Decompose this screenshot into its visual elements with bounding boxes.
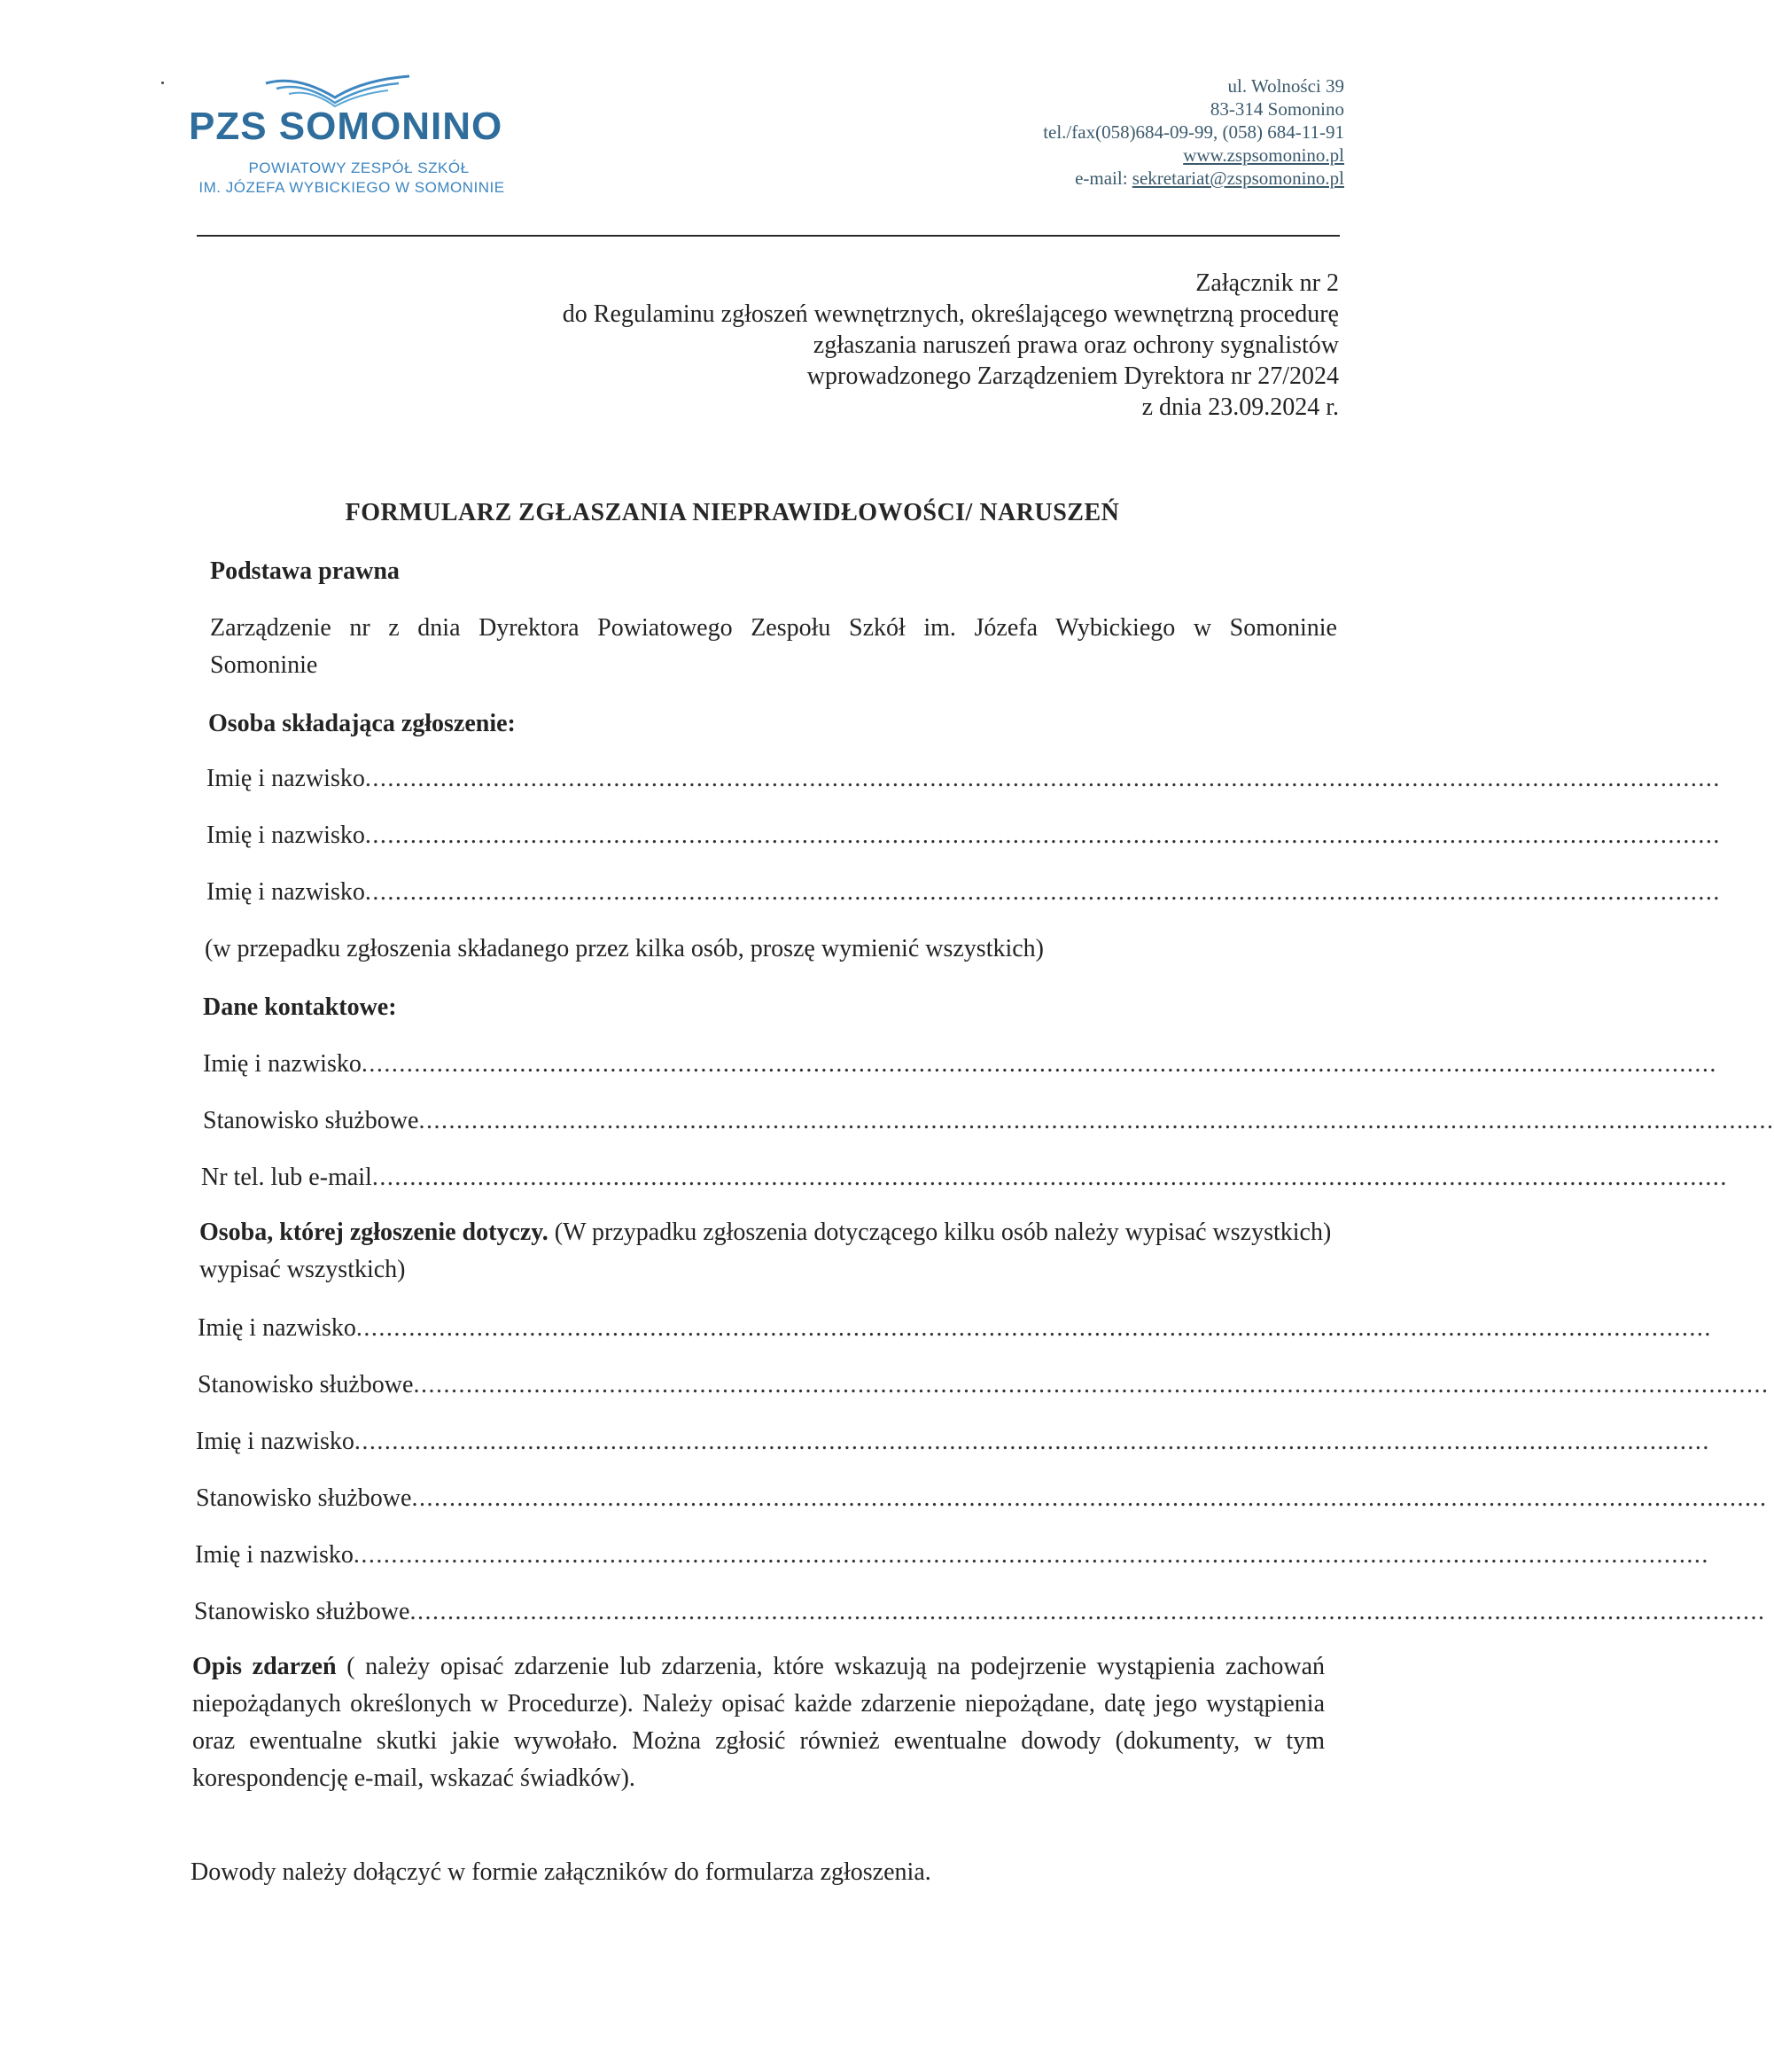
description-paragraph: [192, 1648, 1325, 1797]
logo-subtitle-1: POWIATOWY ZESPÓŁ SZKÓŁ: [248, 160, 470, 176]
field-label: Imię i nazwisko: [196, 1428, 354, 1455]
legal-basis-text-line: Zarządzenie nr z dnia Dyrektora Powiatowego Zespołu Szkół im. Józefa Wybickiego w Somoninie: [210, 614, 1337, 642]
reporter-name-field-2[interactable]: [206, 817, 1721, 854]
scan-mark: [161, 82, 164, 84]
subject-name-field-3[interactable]: [195, 1537, 1709, 1574]
fill-in-dots: ....................................................................................................................................................................................: [353, 1541, 1709, 1569]
fill-in-dots: ....................................................................................................................................................................................: [413, 1371, 1770, 1398]
contact-block: [1043, 74, 1344, 190]
header-divider: [197, 235, 1340, 237]
subject-name-field-1[interactable]: [198, 1310, 1712, 1347]
fill-in-dots: ....................................................................................................................................................................................: [411, 1484, 1768, 1512]
subject-heading-line: [199, 1214, 1332, 1251]
fill-in-dots: ....................................................................................................................................................................................: [364, 878, 1721, 906]
field-label: Imię i nazwisko: [198, 1314, 356, 1342]
annex-line-3: zgłaszania naruszeń prawa oraz ochrony sygnalistów: [813, 331, 1339, 359]
phone-number: tel./fax(058)684-09-99, (058) 684-11-91: [1043, 121, 1344, 143]
field-label: Nr tel. lub e-mail: [201, 1164, 372, 1191]
legal-basis-text-cont: Somoninie: [210, 651, 318, 679]
annex-number: Załącznik nr 2: [1195, 269, 1339, 297]
evidence-note: Dowody należy dołączyć w formie załączników do formularza zgłoszenia.: [191, 1858, 931, 1886]
subject-heading: Osoba, której zgłoszenie dotyczy.: [199, 1219, 549, 1246]
description-heading: Opis zdarzeń: [192, 1653, 337, 1680]
reporter-note: (w przepadku zgłoszenia składanego przez kilka osób, proszę wymienić wszystkich): [205, 935, 1045, 962]
subject-position-field-3[interactable]: [194, 1593, 1766, 1631]
annex-line-2: do Regulaminu zgłoszeń wewnętrznych, określającego wewnętrzną procedurę: [562, 300, 1339, 328]
fill-in-dots: ....................................................................................................................................................................................: [364, 822, 1721, 849]
fill-in-dots: ....................................................................................................................................................................................: [364, 765, 1721, 792]
contact-phone-email-field[interactable]: [201, 1159, 1728, 1196]
subject-note-cont: wypisać wszystkich): [199, 1256, 406, 1283]
field-label: Imię i nazwisko: [203, 1050, 362, 1078]
reporter-name-field-3[interactable]: [206, 874, 1721, 911]
logo-title: PZS SOMONINO: [189, 105, 503, 148]
annex-header: [563, 268, 1339, 423]
fill-in-dots: ....................................................................................................................................................................................: [418, 1107, 1774, 1134]
subject-position-field-1[interactable]: [198, 1367, 1770, 1404]
subject-note: (W przypadku zgłoszenia dotyczącego kilku osób należy wypisać wszystkich): [548, 1219, 1332, 1246]
fill-in-dots: ....................................................................................................................................................................................: [361, 1050, 1717, 1078]
annex-date: z dnia 23.09.2024 r.: [1141, 393, 1339, 421]
legal-basis-heading: Podstawa prawna: [210, 557, 400, 585]
annex-line-4: wprowadzonego Zarządzeniem Dyrektora nr 27/2024: [806, 362, 1339, 390]
legal-basis-text: [210, 610, 1337, 647]
email-line: [1043, 167, 1344, 190]
email-link[interactable]: sekretariat@zspsomonino.pl: [1132, 167, 1344, 189]
reporter-heading: Osoba składająca zgłoszenie:: [208, 710, 516, 737]
fill-in-dots: ....................................................................................................................................................................................: [355, 1314, 1712, 1342]
address-street: ul. Wolności 39: [1227, 75, 1344, 97]
fill-in-dots: ....................................................................................................................................................................................: [409, 1598, 1766, 1625]
field-label: Imię i nazwisko: [195, 1541, 354, 1569]
field-label: Imię i nazwisko: [206, 822, 365, 849]
address-city: 83-314 Somonino: [1210, 98, 1344, 120]
website-link[interactable]: www.zspsomonino.pl: [1183, 144, 1344, 166]
fill-in-dots: ....................................................................................................................................................................................: [371, 1164, 1728, 1191]
field-label: Imię i nazwisko: [206, 878, 365, 906]
field-label: Stanowisko służbowe: [194, 1598, 410, 1625]
page-title: FORMULARZ ZGŁASZANIA NIEPRAWIDŁOWOŚCI/ NARUSZEŃ: [345, 499, 1120, 526]
fill-in-dots: ....................................................................................................................................................................................: [354, 1428, 1710, 1455]
field-label: Stanowisko służbowe: [198, 1371, 414, 1398]
subject-name-field-2[interactable]: [196, 1423, 1710, 1461]
description-text: ( należy opisać zdarzenie lub zdarzenia, które wskazują na podejrzenie wystąpienia zachowań niepożądanych określonych w Procedurze). Należy opisać każde zdarzenie niepożądane, datę jego wystąpienia oraz ewentualne skutki jakie wywołało. Można zgłosić również ewentualne dowody (dokumenty, w tym korespondencję e-mail, wskazać świadków).: [192, 1653, 1325, 1792]
reporter-name-field-1[interactable]: [206, 760, 1721, 798]
field-label: Stanowisko służbowe: [196, 1484, 412, 1512]
logo-subtitle-2: IM. JÓZEFA WYBICKIEGO W SOMONINIE: [198, 179, 505, 196]
subject-position-field-2[interactable]: [196, 1480, 1768, 1517]
field-label: Stanowisko służbowe: [203, 1107, 419, 1134]
email-label: e-mail:: [1075, 167, 1132, 189]
contact-heading: Dane kontaktowe:: [203, 993, 397, 1021]
contact-position-field[interactable]: [203, 1102, 1774, 1140]
school-logo: [173, 71, 545, 204]
contact-name-field[interactable]: [203, 1046, 1717, 1083]
field-label: Imię i nazwisko: [206, 765, 365, 792]
